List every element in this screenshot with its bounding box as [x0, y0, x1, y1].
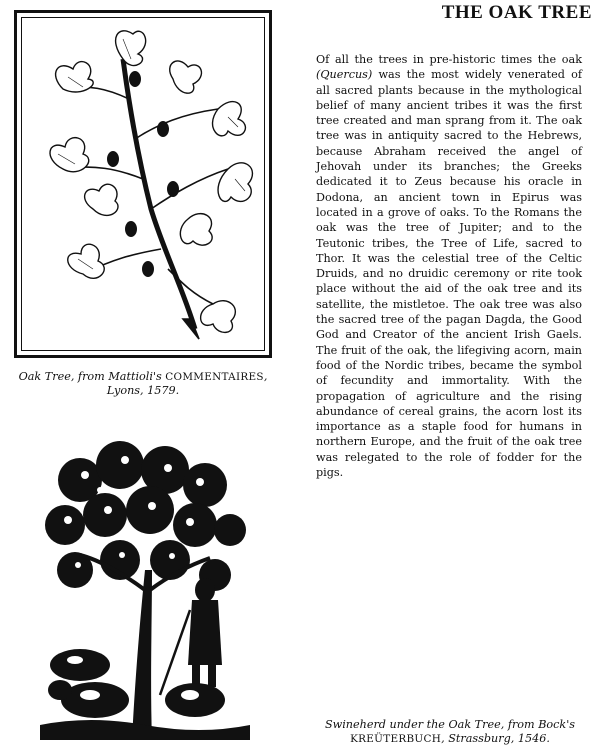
body-paragraph: Of all the trees in pre-historic times the oak (Quercus) was the most widely venerated of all sacred plants because in the mythological belief of many ancient tribes it was the first tree created and man sprang from it. The oak tree was in antiquity sacred to the Hebrews, because Abraham received the angel of Jehovah under its branches; the Greeks dedicated it to Zeus because his oracle in Dodona, an ancient town in Epirus was located in a grove of oaks. To the Romans the oak was the tree of Jupiter; and to the Teutonic tribes, the Tree of Life, sacred to Thor. It was the celestial tree of the Celtic Druids, and no druidic ceremony or rite took place without the aid of the oak tree and its satellite, the mistletoe. The oak tree was also the sacred tree of the pagan Dagda, the Good God and Creator of the ancient Irish Gaels. The fruit of the oak, the lifegiving acorn, main food of the Nordic tribes, became the symbol of fecundity and immortality. With the propagation of agriculture and the rising abundance of cereal grains, the acorn lost its importance as a staple food for humans in northern Europe, and the fruit of the oak tree was relegated to the role of fodder for the pigs.	[316, 53, 582, 480]
oak-branch-illustration	[23, 19, 263, 349]
page-title: THE OAK TREE	[441, 2, 592, 23]
figure-2-caption: Swineherd under the Oak Tree, from Bock's KREÜTERBUCH, Strassburg, 1546.	[324, 718, 576, 745]
swineherd-woodcut-illustration	[40, 440, 250, 740]
oak-branch-illustration-frame	[14, 10, 272, 358]
latin-name: (Quercus)	[316, 68, 373, 82]
figure-1-caption: Oak Tree, from Mattioli's COMMENTAIRES, Lyons, 1579.	[18, 370, 268, 397]
